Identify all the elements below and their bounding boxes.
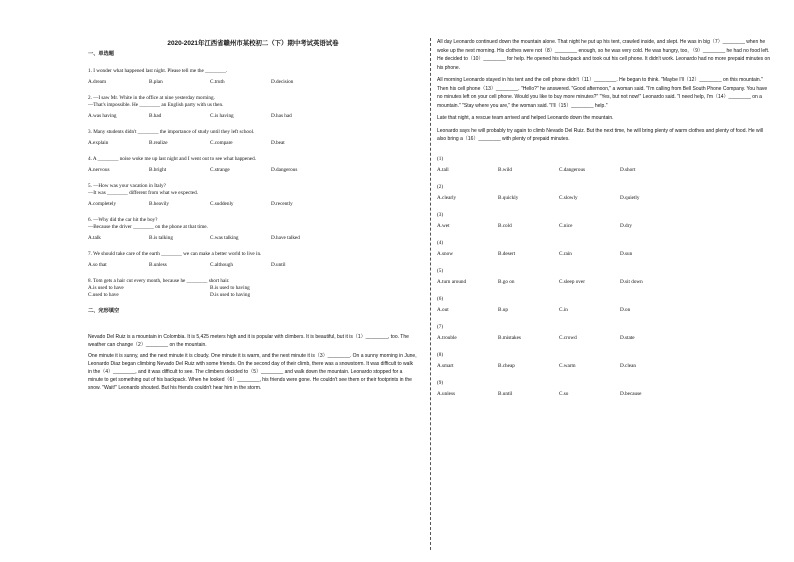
- option-d[interactable]: D.sit down: [620, 278, 643, 285]
- option-a[interactable]: A.explain: [88, 140, 109, 146]
- cloze-question-number: (6): [437, 295, 444, 302]
- option-a[interactable]: A.wet: [437, 222, 450, 229]
- question-item: [88, 217, 418, 242]
- option-c[interactable]: C.rain: [559, 250, 572, 257]
- question-stem: 5. —How was your vacation in Italy?: [88, 183, 166, 189]
- option-c[interactable]: C.is having: [210, 113, 234, 119]
- cloze-question: [437, 212, 772, 230]
- option-c[interactable]: C.warm: [559, 362, 576, 369]
- option-b[interactable]: B.realize: [149, 140, 168, 146]
- cloze-question: [437, 268, 772, 286]
- option-a[interactable]: A.completely: [88, 201, 117, 207]
- cloze-passage-left: [88, 333, 418, 392]
- question-stem: 7. We should take care of the earth ________ we can make a better world to live in.: [88, 251, 262, 257]
- cloze-question-list: [437, 156, 772, 398]
- option-c[interactable]: C.slowly: [559, 194, 578, 201]
- cloze-question: [437, 296, 772, 314]
- option-b[interactable]: B.had: [149, 113, 162, 119]
- option-c[interactable]: C.dangerous: [559, 166, 586, 173]
- option-b[interactable]: B.go on: [498, 278, 515, 285]
- cloze-question-number: (8): [437, 351, 444, 358]
- option-c[interactable]: C.used to have: [88, 292, 119, 298]
- passage-paragraph: Nevado Del Ruiz is a mountain in Colombia. It is 5,425 meters high and it is popular with climbers. It is beautiful, but it is（1）________, too. The weather can change（2）________ on the mountain.: [88, 334, 409, 348]
- option-b[interactable]: B.mistakes: [498, 334, 521, 341]
- option-c[interactable]: C.suddenly: [210, 201, 234, 207]
- option-c[interactable]: C.was talking: [210, 235, 239, 241]
- section-heading-single-choice: 一、单选题: [88, 51, 114, 57]
- option-a[interactable]: A.turn around: [437, 278, 467, 285]
- option-c[interactable]: C.crowd: [559, 334, 577, 341]
- passage-paragraph: All morning Leonardo stayed in his tent and the cell phone didn't（11）________. He began to think. "Maybe I'll（12）________ on this mountain." Then his cell phone（13）________. "Hello?" he answered. "Good afternoon," a woman said. "I'm calling from Bell South Phone Company. You have no minutes left on your cell phone. Would you like to buy more minutes?" "Yes, but not now!" Leonardo said. "I need help, I'm（14）________ on a mountain." "Stay where you are," the woman said. "I'll（15）________ help.": [437, 77, 768, 109]
- question-stem: 3. Many students didn't ________ the importance of study until they left school.: [88, 129, 255, 135]
- option-b[interactable]: B.up: [498, 306, 508, 313]
- cloze-question-number: (4): [437, 239, 444, 246]
- question-stem: 6. —Why did the car hit the boy?: [88, 217, 158, 223]
- cloze-question: [437, 380, 772, 398]
- option-d[interactable]: D.is used to having: [210, 292, 251, 298]
- passage-paragraph: Late that night, a rescue team arrived and helped Leonardo down the mountain.: [437, 115, 614, 121]
- question-item: [88, 156, 418, 174]
- left-column: [88, 40, 418, 395]
- option-d[interactable]: D.until: [271, 262, 286, 268]
- option-a[interactable]: A.trouble: [437, 334, 457, 341]
- cloze-question-number: (3): [437, 211, 444, 218]
- question-stem: —It was ________ different from what we expected.: [88, 190, 198, 196]
- option-b[interactable]: B.wild: [498, 166, 512, 173]
- cloze-question: [437, 324, 772, 342]
- option-d[interactable]: D.quietly: [620, 194, 640, 201]
- option-d[interactable]: D.on: [620, 306, 631, 313]
- option-a[interactable]: A.talk: [88, 235, 101, 241]
- option-c[interactable]: C.in: [559, 306, 568, 313]
- option-d[interactable]: D.clean: [620, 362, 636, 369]
- option-d[interactable]: D.dry: [620, 222, 632, 229]
- option-c[interactable]: C.nice: [559, 222, 573, 229]
- cloze-question: [437, 240, 772, 258]
- question-stem: 4. A ________ noise woke me up last night and I went out to see what happened.: [88, 156, 256, 162]
- option-b[interactable]: B.cheap: [498, 362, 515, 369]
- cloze-question: [437, 156, 772, 174]
- option-d[interactable]: D.beat: [271, 140, 285, 146]
- option-b[interactable]: B.bright: [149, 167, 167, 173]
- cloze-question: [437, 184, 772, 202]
- option-c[interactable]: C.truth: [210, 79, 225, 85]
- option-a[interactable]: A.smart: [437, 362, 454, 369]
- option-d[interactable]: D.sun: [620, 250, 633, 257]
- option-a[interactable]: A.nervous: [88, 167, 110, 173]
- option-c[interactable]: C.so: [559, 390, 569, 397]
- option-a[interactable]: A.clearly: [437, 194, 457, 201]
- option-b[interactable]: B.is talking: [149, 235, 173, 241]
- option-b[interactable]: B.plan: [149, 79, 163, 85]
- option-c[interactable]: C.although: [210, 262, 233, 268]
- option-c[interactable]: C.sleep over: [559, 278, 585, 285]
- option-b[interactable]: B.quickly: [498, 194, 519, 201]
- cloze-question-number: (9): [437, 379, 444, 386]
- option-c[interactable]: C.compare: [210, 140, 233, 146]
- option-a[interactable]: A.out: [437, 306, 449, 313]
- question-item: [88, 129, 418, 147]
- option-d[interactable]: D.because: [620, 390, 642, 397]
- cloze-question-number: (7): [437, 323, 444, 330]
- option-d[interactable]: D.recently: [271, 201, 293, 207]
- cloze-question: [437, 352, 772, 370]
- passage-paragraph: Leonardo says he will probably try again to climb Nevado Del Ruiz. But the next time, he will bring plenty of warm clothes and plenty of food. He will also bring a（16）________ with plenty of prepaid minutes.: [437, 127, 763, 142]
- cloze-question-number: (1): [437, 155, 444, 162]
- question-item: [88, 68, 418, 86]
- option-d[interactable]: D.short: [620, 166, 636, 173]
- option-b[interactable]: B.cold: [498, 222, 512, 229]
- question-stem: 8. Tom gets a hair cut every month, because he ________ short hair.: [88, 278, 230, 284]
- cloze-question-number: (2): [437, 183, 444, 190]
- right-column: [437, 38, 772, 408]
- question-stem: —Because the driver ________ on the phone at that time.: [88, 224, 208, 230]
- option-b[interactable]: B.is used to having: [210, 285, 250, 291]
- option-b[interactable]: B.heavily: [149, 201, 170, 207]
- cloze-question-number: (5): [437, 267, 444, 274]
- option-b[interactable]: B.unless: [149, 262, 167, 268]
- option-b[interactable]: B.desert: [498, 250, 516, 257]
- option-d[interactable]: D.state: [620, 334, 635, 341]
- column-divider: [430, 38, 431, 550]
- question-stem: —That's impossible. He ________ an English party with us then.: [88, 102, 224, 108]
- option-a[interactable]: A.is used to have: [88, 285, 124, 291]
- question-stem: 1. I wonder what happened last night. Please tell me the ________.: [88, 68, 228, 74]
- question-list: [88, 68, 418, 299]
- page-title: 2020-2021年江西省赣州市某校初二（下）期中考试英语试卷: [167, 40, 339, 47]
- option-d[interactable]: D.has had: [271, 113, 292, 119]
- option-a[interactable]: A.snow: [437, 250, 453, 257]
- option-a[interactable]: A.unless: [437, 390, 456, 397]
- option-a[interactable]: A.tall: [437, 166, 449, 173]
- question-stem: 2. —I saw Mr. White in the office at nine yesterday morning.: [88, 95, 215, 101]
- question-item: [88, 95, 418, 120]
- passage-paragraph: One minute it is sunny, and the next minute it is cloudy. One minute it is warm, and the next minute it is（3）________. On a sunny morning in June, Leonardo Diaz began climbing Nevado Del Ruiz with some friends. On the second day of their climb, there was a snowstorm. It was difficult to walk in the（4）________, and it was difficult to see. The climbers decided to（5）________ and walk down the mountain. Leonardo stopped for a minute to get something out of his backpack. When he looked（6）________, his friends were gone. He couldn't see them or their footprints in the snow. "Wait!" Leonardo shouted. But his friends couldn't hear him in the storm.: [88, 353, 417, 391]
- question-item: [88, 183, 418, 208]
- question-item: [88, 278, 418, 299]
- option-b[interactable]: B.until: [498, 390, 513, 397]
- option-d[interactable]: D.decision: [271, 79, 294, 85]
- option-d[interactable]: D.have talked: [271, 235, 300, 241]
- option-a[interactable]: A.was having: [88, 113, 117, 119]
- passage-paragraph: All day Leonardo continued down the mountain alone. That night he put up his tent, crawled inside, and slept. He was in big（7）________ when he woke up the next morning. His clothes were not（8）________ enough, so he was very cold. He was hungry, too, （9）________ he had no food left. He decided to（10）________ for help. He opened his backpack and took out his cell phone. It didn't work. Leonardo had no more prepaid minutes on his phone.: [437, 39, 771, 71]
- option-c[interactable]: C.strange: [210, 167, 230, 173]
- option-d[interactable]: D.dangerous: [271, 167, 298, 173]
- question-item: [88, 251, 418, 269]
- section-heading-cloze: 二、完形填空: [88, 308, 120, 314]
- option-a[interactable]: A.so that: [88, 262, 107, 268]
- option-a[interactable]: A.dream: [88, 79, 107, 85]
